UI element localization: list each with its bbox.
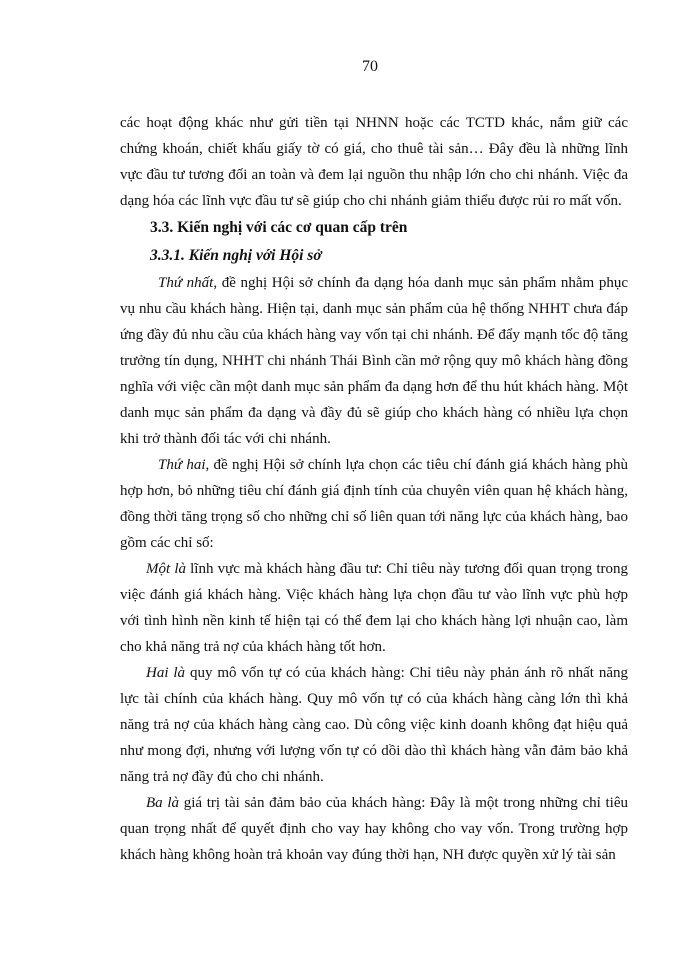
- paragraph-criterion-three: [120, 790, 628, 868]
- paragraph-text: giá trị tài sản đảm bảo của khách hàng: Đây là một trong những chỉ tiêu quan trọng nhất để quyết định cho vay hay không cho vay vốn. Trong trường hợp khách hàng không hoàn trả khoản vay đúng thời hạn, NH được quyền xử lý tài sản: [120, 795, 628, 863]
- section-heading: 3.3. Kiến nghị với các cơ quan cấp trên: [150, 219, 408, 236]
- paragraph-second-proposal: [120, 452, 628, 556]
- paragraph-first-proposal: [120, 270, 628, 452]
- paragraph-criterion-one: [120, 556, 628, 660]
- paragraph-text: quy mô vốn tự có của khách hàng: Chỉ tiêu này phản ánh rõ nhất năng lực tài chính của khách hàng. Quy mô vốn tự có của khách hàng càng lớn thì khả năng trả nợ của khách hàng càng cao. Dù công việc kinh doanh không đạt hiệu quả như mong đợi, nhưng với lượng vốn tự có dồi dào thì khách hàng vẫn đảm bảo khả năng trả nợ đầy đủ cho chi nhánh.: [120, 665, 628, 785]
- paragraph-text: , đề nghị Hội sở chính đa dạng hóa danh mục sản phẩm nhằm phục vụ nhu cầu khách hàng. Hiện tại, danh mục sản phẩm của hệ thống NHHT chưa đáp ứng đầy đủ nhu cầu của khách hàng vay vốn tại chi nhánh. Để đẩy mạnh tốc độ tăng trưởng tín dụng, NHHT chi nhánh Thái Bình cần mở rộng quy mô khách hàng đồng nghĩa với việc cần một danh mục sản phẩm đa dạng hơn để thu hút khách hàng. Một danh mục sản phẩm đa dạng và đầy đủ sẽ giúp cho khách hàng có nhiều lựa chọn khi trở thành đối tác với chi nhánh.: [120, 275, 628, 447]
- paragraph-text: lĩnh vực mà khách hàng đầu tư: Chỉ tiêu này tương đối quan trọng trong việc đánh giá khách hàng. Việc khách hàng lựa chọn đầu tư vào lĩnh vực phù hợp với tình hình nền kinh tế hiện tại có thể đem lại cho khách hàng lợi nhuận cao, làm cho khả năng trả nợ của khách hàng tốt hơn.: [120, 561, 628, 655]
- document-body: [120, 110, 628, 868]
- paragraph-lead: Hai là: [146, 665, 186, 681]
- paragraph-text: , đề nghị Hội sở chính lựa chọn các tiêu chí đánh giá khách hàng phù hợp hơn, bỏ những tiêu chí đánh giá định tính của chuyên viên quan hệ khách hàng, đồng thời tăng trọng số cho những chỉ số liên quan tới năng lực của khách hàng, bao gồm các chỉ số:: [120, 457, 628, 551]
- paragraph-lead: Thứ nhất: [158, 275, 214, 291]
- paragraph-lead: Thứ hai: [158, 457, 206, 473]
- page-number: 70: [362, 58, 378, 75]
- paragraph-criterion-two: [120, 660, 628, 790]
- paragraph-lead: Một là: [146, 561, 186, 577]
- paragraph-lead: Ba là: [146, 795, 180, 811]
- paragraph-continuation: các hoạt động khác như gửi tiền tại NHNN hoặc các TCTD khác, nắm giữ các chứng khoán, chiết khấu giấy tờ có giá, cho thuê tài sản… Đây đều là những lĩnh vực đầu tư tương đối an toàn và đem lại nguồn thu nhập lớn cho chi nhánh. Việc đa dạng hóa các lĩnh vực đầu tư sẽ giúp cho chi nhánh giảm thiểu được rủi ro mất vốn.: [120, 115, 628, 209]
- subsection-heading: 3.3.1. Kiến nghị với Hội sở: [150, 247, 322, 264]
